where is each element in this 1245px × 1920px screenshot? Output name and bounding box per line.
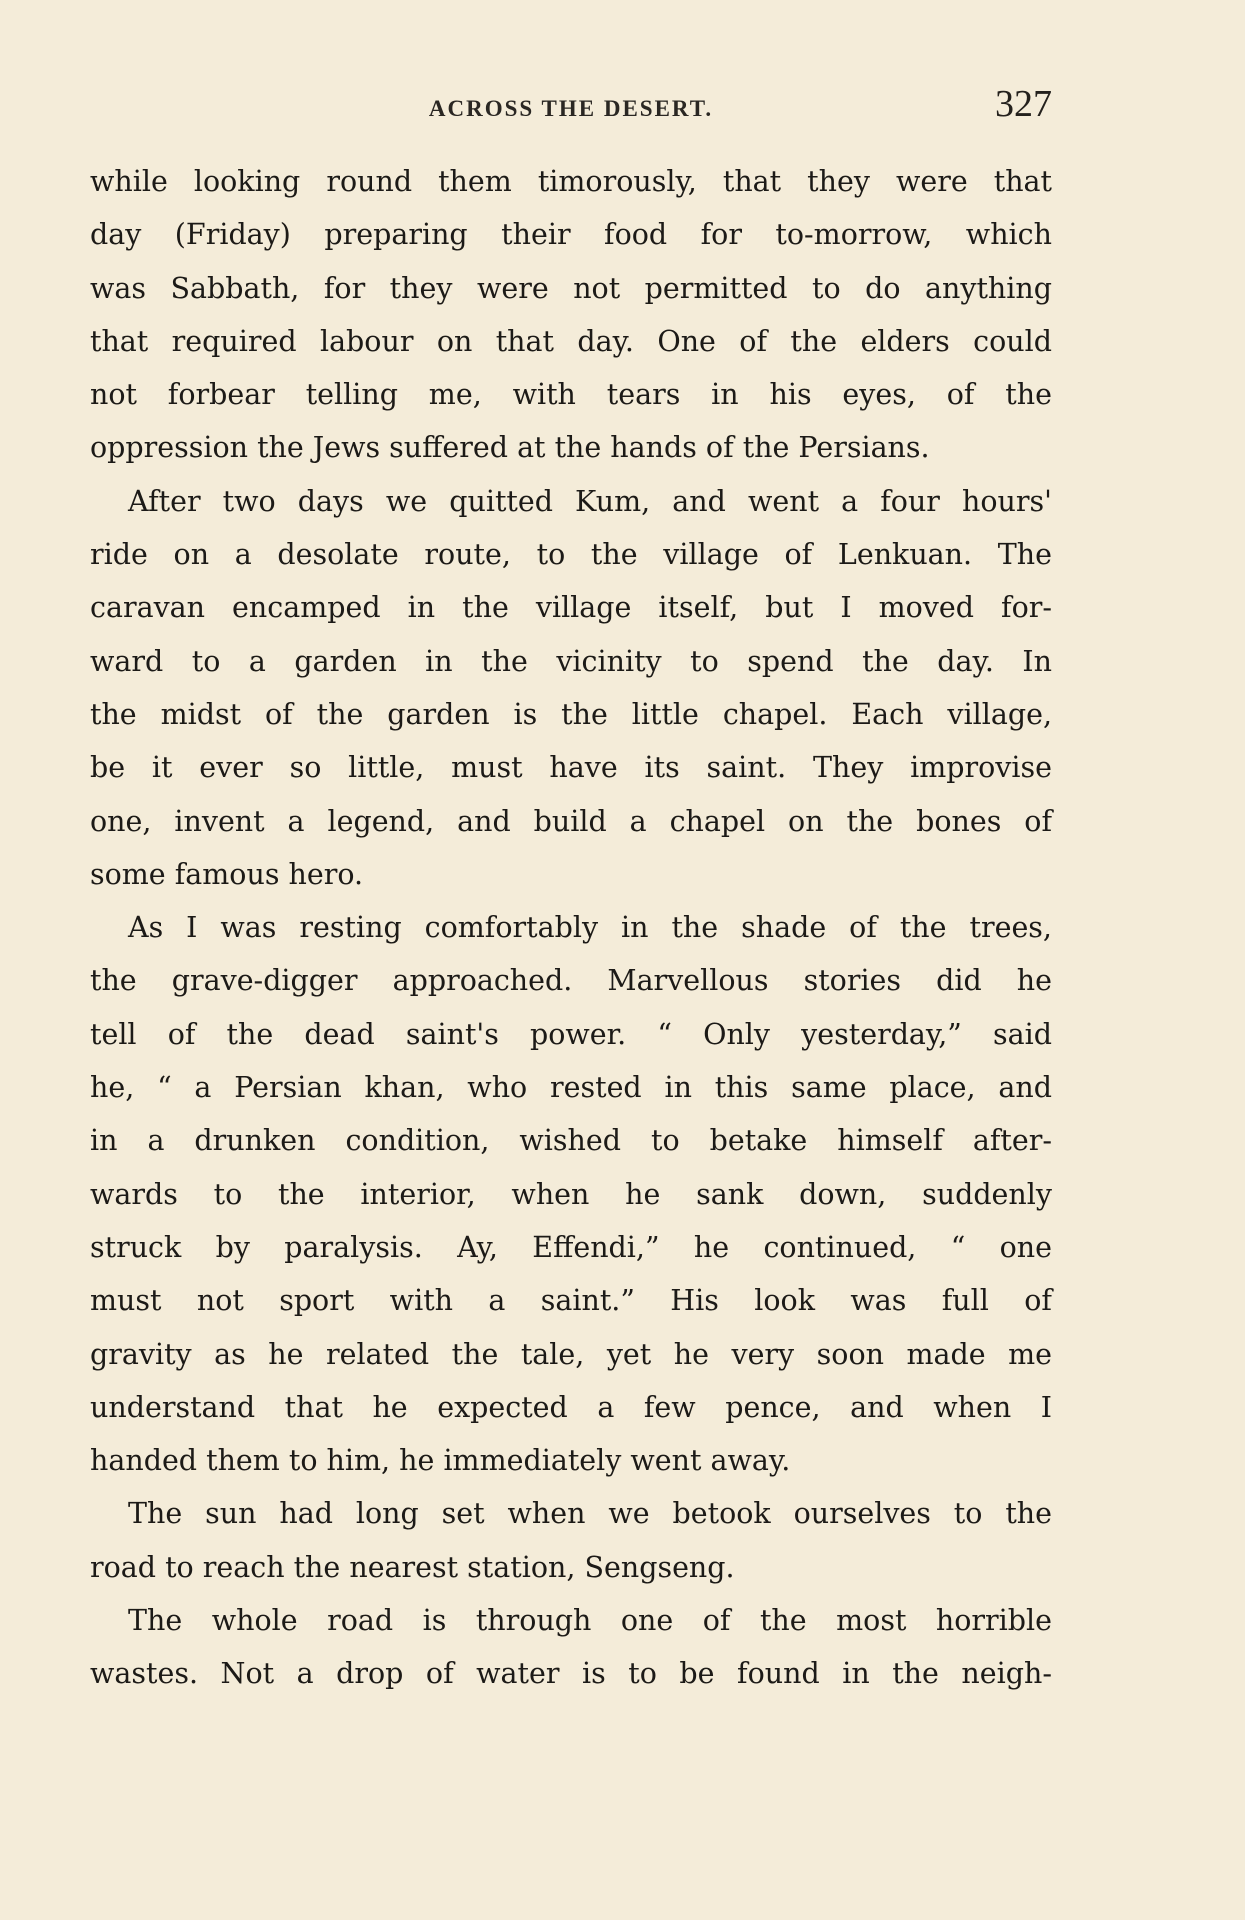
text-line: After two days we quitted Kum, and went a four hours': [128, 484, 1052, 518]
paragraph-3: [90, 901, 1052, 1487]
text-line: be it ever so little, must have its saint. They improvise: [90, 751, 1052, 785]
text-line: one, invent a legend, and build a chapel on the bones of: [90, 804, 1052, 838]
paragraph-4: [90, 1487, 1052, 1594]
text-line: oppression the Jews suffered at the hands of the Persians.: [90, 431, 930, 465]
running-title: ACROSS THE DESERT.: [428, 96, 714, 121]
text-line: tell of the dead saint's power. “ Only yesterday,” said: [90, 1017, 1052, 1051]
text-line: handed them to him, he immediately went away.: [90, 1444, 791, 1478]
text-line: understand that he expected a few pence, and when I: [90, 1390, 1052, 1424]
paragraph-1: [90, 155, 1052, 475]
text-line: wards to the interior, when he sank down, suddenly: [90, 1177, 1052, 1211]
text-line: The sun had long set when we betook ourselves to the: [128, 1497, 1052, 1531]
text-line: road to reach the nearest station, Sengseng.: [90, 1550, 735, 1584]
text-line: ride on a desolate route, to the village of Lenkuan. The: [90, 538, 1052, 572]
text-line: struck by paralysis. Ay, Effendi,” he continued, “ one: [90, 1230, 1052, 1264]
text-line: gravity as he related the tale, yet he very soon made me: [90, 1337, 1052, 1371]
text-line: wastes. Not a drop of water is to be found in the neigh-: [90, 1657, 1052, 1691]
text-line: not forbear telling me, with tears in his eyes, of the: [90, 378, 1052, 412]
text-line: that required labour on that day. One of the elders could: [90, 324, 1052, 358]
text-line: The whole road is through one of the most horrible: [128, 1604, 1052, 1638]
text-line: was Sabbath, for they were not permitted to do anything: [90, 271, 1052, 305]
text-line: the midst of the garden is the little chapel. Each village,: [90, 697, 1052, 731]
text-line: the grave-digger approached. Marvellous stories did he: [90, 964, 1052, 998]
text-line: ward to a garden in the vicinity to spend the day. In: [90, 644, 1052, 678]
page-header: [90, 82, 1052, 132]
text-line: caravan encamped in the village itself, but I moved for-: [90, 591, 1052, 625]
text-line: must not sport with a saint.” His look was full of: [90, 1284, 1052, 1318]
text-line: while looking round them timorously, that they were that: [90, 165, 1052, 198]
body-text: [90, 155, 1052, 1701]
text-line: in a drunken condition, wished to betake himself after-: [90, 1124, 1052, 1158]
text-line: As I was resting comfortably in the shade of the trees,: [128, 911, 1052, 945]
text-line: he, “ a Persian khan, who rested in this same place, and: [90, 1071, 1052, 1105]
paragraph-5: [90, 1594, 1052, 1701]
text-line: day (Friday) preparing their food for to-morrow, which: [90, 218, 1052, 252]
page-number: 327: [995, 83, 1052, 125]
paragraph-2: [90, 475, 1052, 901]
text-line: some famous hero.: [90, 857, 364, 891]
